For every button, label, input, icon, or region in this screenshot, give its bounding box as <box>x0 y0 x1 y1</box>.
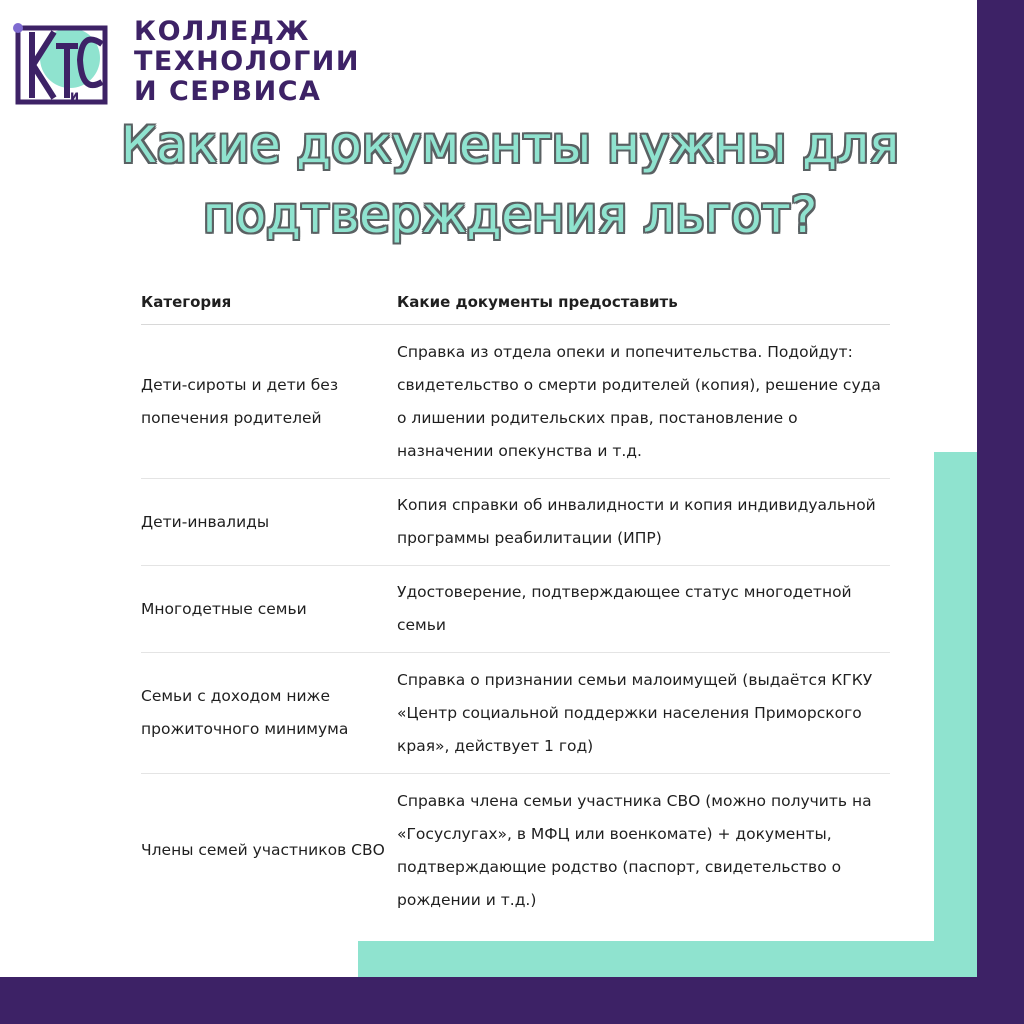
header-documents: Какие документы предоставить <box>397 292 678 311</box>
mint-accent-right <box>934 452 977 977</box>
table-row <box>141 566 890 653</box>
page-title-line-2: подтверждения льгот? <box>202 186 818 244</box>
college-name-line-1: КОЛЛЕДЖ <box>134 16 310 47</box>
table-row <box>141 479 890 566</box>
row-documents: Справка о признании семьи малоимущей (выдаётся КГКУ «Центр социальной поддержки населения Приморского края», действует 1 год) <box>397 670 873 755</box>
page-title <box>60 110 960 250</box>
header-category: Категория <box>141 292 232 311</box>
row-category: Семьи с доходом ниже прожиточного минимума <box>141 687 349 738</box>
benefits-documents-table <box>141 280 890 927</box>
college-name <box>134 17 360 107</box>
college-name-line-3: И СЕРВИСА <box>134 76 322 107</box>
college-logo-mark <box>12 16 112 108</box>
table-header <box>141 280 890 325</box>
table-row <box>141 653 890 774</box>
row-documents: Удостоверение, подтверждающее статус многодетной семьи <box>397 583 852 634</box>
table-row <box>141 325 890 479</box>
row-category: Дети-инвалиды <box>141 512 270 531</box>
svg-text:и: и <box>70 89 80 104</box>
row-documents: Справка из отдела опеки и попечительства. Подойдут: свидетельство о смерти родителей (копия), решение суда о лишении родительских прав, постановление о назначении опекунства и т.д. <box>397 342 881 460</box>
table-row <box>141 774 890 927</box>
row-category: Дети-сироты и дети без попечения родителей <box>141 375 339 427</box>
row-documents: Копия справки об инвалидности и копия индивидуальной программы реабилитации (ИПР) <box>397 496 876 547</box>
row-category: Члены семей участников СВО <box>141 841 385 859</box>
frame-bottom-band <box>0 977 1024 1024</box>
row-documents: Справка члена семьи участника СВО (можно получить на «Госуслугах», в МФЦ или военкомате) + документы, подтверждающие родство (паспорт, свидетельство о рождении и т.д.) <box>397 791 872 909</box>
frame-right-band <box>977 0 1024 1024</box>
mint-accent-bottom <box>358 941 977 977</box>
row-category: Многодетные семьи <box>141 599 307 618</box>
college-name-line-2: ТЕХНОЛОГИИ <box>134 46 361 77</box>
page-title-line-1: Какие документы нужны для <box>120 116 900 174</box>
